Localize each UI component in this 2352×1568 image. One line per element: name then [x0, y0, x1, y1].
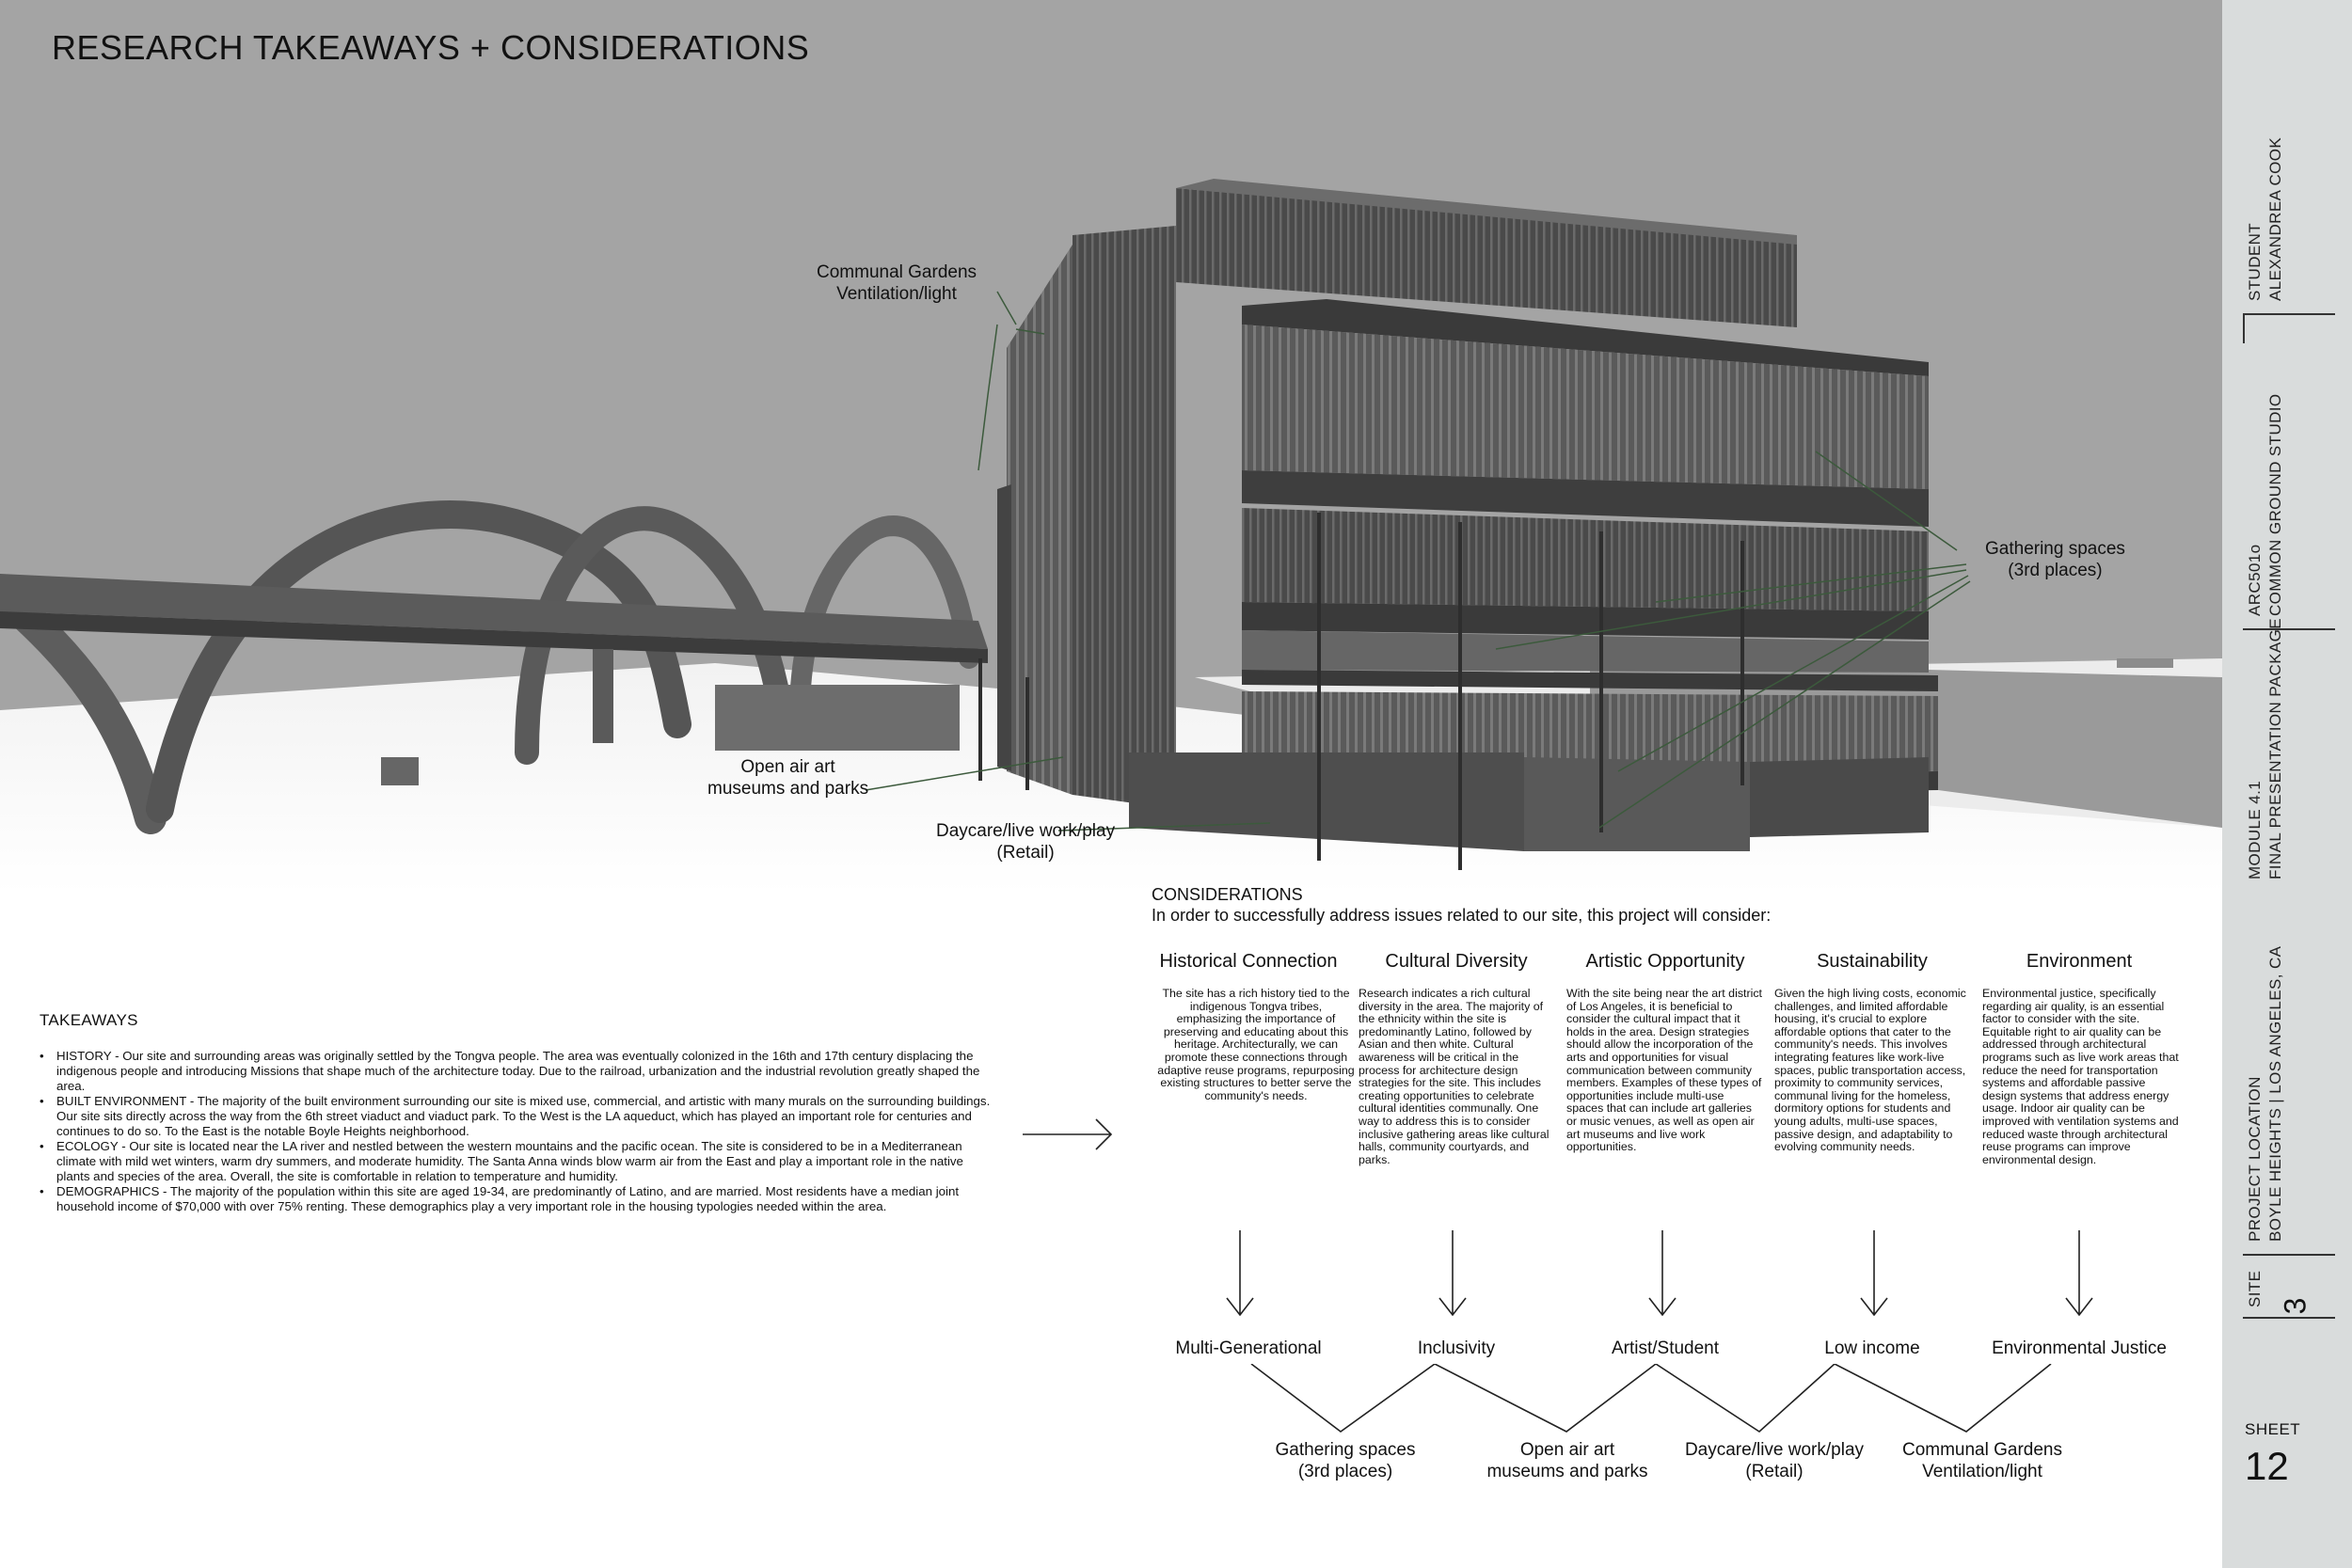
column-body-sustainability: Given the high living costs, economic challenges, and limited affordable housing, it's crucial to explore affordable options that cater to the community's needs. This involves integrating features like work-live spaces, public transportation access, proximity to community services, communal living for the homeless, dormitory options for students and young adults, multi-use spaces, passive design, and adaptability to evolving community needs.	[1774, 987, 1966, 1154]
divider	[2243, 313, 2245, 343]
list-item: • ECOLOGY - Our site is located near the LA river and nestled between the western mountains and the pacific ocean. The site is considered to be in a Mediterranean climate with mild wet winters, warm dry summers, and moderate humidity. The Santa Anna winds blow warm air from the East and play a important role in the native plants and species of the area. Overall, the site is comfortable in relation to temperature and humidity.	[40, 1139, 999, 1184]
course-block: ARC501o COMMON GROUND STUDIO	[2246, 393, 2284, 616]
outcome-low-income: Low income	[1824, 1338, 1920, 1358]
final-gathering-spaces: Gathering spaces (3rd places)	[1275, 1440, 1416, 1481]
label-open-air-art: Open air art museums and parks	[707, 757, 869, 799]
column-title-environment: Environment	[2026, 951, 2133, 972]
arrow-down-icon	[1434, 1230, 1471, 1317]
list-item: • BUILT ENVIRONMENT - The majority of the built environment surrounding our site is mixed use, commercial, and artistic with many murals on the surrounding buildings. Our site sits directly across the way from the 6th street viaduct and viaduct park. To the West is the LA aqueduct, which has played an important role for centuries and continues to do so. To the East is the notable Boyle Heights neighborhood.	[40, 1094, 999, 1139]
location-block: PROJECT LOCATION BOYLE HEIGHTS | LOS ANGELES, CA	[2246, 945, 2284, 1242]
sheet-number: 12	[2245, 1444, 2289, 1488]
outcome-artist-student: Artist/Student	[1611, 1338, 1720, 1358]
divider	[2243, 1317, 2335, 1319]
column-title-historical: Historical Connection	[1159, 951, 1338, 972]
page-title: RESEARCH TAKEAWAYS + CONSIDERATIONS	[52, 28, 810, 67]
outcome-connectors	[1223, 1364, 2173, 1439]
column-body-cultural: Research indicates a rich cultural diversity in the area. The majority of the ethnicity within the site is predominantly Latino, followed by Asian and then white. Cultural awareness will be critical in the process for architecture design strategies for the site. This includes creating opportunities to celebrate cultural identities communally. One way to address this is to consider inclusive gathering areas like cultural halls, community courtyards, and parks.	[1359, 987, 1549, 1166]
final-open-air-art: Open air art museums and parks	[1486, 1440, 1648, 1481]
list-item: • DEMOGRAPHICS - The majority of the population within this site are aged 19-34, are predominantly of Latino, and are married. Most residents have a median joint household income of $70,000 with over 75% renting. These demographics play a very important role in the housing typologies needed within the area.	[40, 1184, 999, 1214]
outcome-environmental-justice: Environmental Justice	[1992, 1338, 2167, 1358]
site-label: SITE	[2246, 1270, 2264, 1307]
arrow-down-icon	[1221, 1230, 1259, 1317]
final-communal-gardens: Communal Gardens Ventilation/light	[1901, 1440, 2063, 1481]
final-daycare: Daycare/live work/play (Retail)	[1684, 1440, 1865, 1481]
divider	[2245, 313, 2335, 315]
arrow-down-icon	[2060, 1230, 2098, 1317]
title-block	[2222, 0, 2352, 1568]
arrow-right-icon	[1021, 1117, 1115, 1151]
column-body-environment: Environmental justice, specifically regarding air quality, is an essential factor to consider with the site. Equitable right to air quality can be addressed through architectural programs such as live work areas that reduce the need for transportation systems and affordable passive design systems that address energy usage. Indoor air quality can be improved with ventilation systems and reduced waste through architectural reuse programs can improve environmental design.	[1982, 987, 2179, 1166]
column-title-cultural: Cultural Diversity	[1385, 951, 1528, 972]
column-title-artistic: Artistic Opportunity	[1585, 951, 1745, 972]
outcome-inclusivity: Inclusivity	[1417, 1338, 1496, 1358]
outcome-multi-generational: Multi-Generational	[1175, 1338, 1322, 1358]
considerations-heading: CONSIDERATIONS In order to successfully address issues related to our site, this project will consider:	[1152, 885, 1772, 925]
column-title-sustainability: Sustainability	[1817, 951, 1928, 972]
module-block: MODULE 4.1 FINAL PRESENTATION PACKAGE	[2246, 617, 2284, 879]
takeaways-list	[40, 1049, 999, 1214]
list-item: • HISTORY - Our site and surrounding areas was originally settled by the Tongva people. The area was eventually colonized in the 16th and 17th century displacing the indigenous people and introducing Missions that shape much of the architecture today. Due to the railroad, urbanization and the industrial revolution greatly shaped the area.	[40, 1049, 999, 1094]
arrow-down-icon	[1855, 1230, 1893, 1317]
label-communal-gardens: Communal Gardens Ventilation/light	[817, 262, 977, 304]
site-number: 3	[2278, 1297, 2312, 1315]
arrow-down-icon	[1644, 1230, 1681, 1317]
label-daycare: Daycare/live work/play (Retail)	[936, 821, 1116, 863]
student-block: STUDENT ALEXANDREA COOK	[2246, 136, 2284, 301]
sheet-label: SHEET	[2245, 1420, 2301, 1438]
column-body-artistic: With the site being near the art district of Los Angeles, it is beneficial to consider the cultural impact that it holds in the area. Design strategies should allow the incorporation of the arts and opportunities for visual communication between community members. Examples of these types of opportunities include multi-use spaces that can include art galleries or music venues, as well as open air art museums and live work opportunities.	[1566, 987, 1762, 1154]
takeaways-heading: TAKEAWAYS	[40, 1011, 138, 1029]
label-gathering-spaces: Gathering spaces (3rd places)	[1985, 539, 2125, 580]
column-body-historical: The site has a rich history tied to the indigenous Tongva tribes, emphasizing the importance of preserving and educating about this heritage. Architecturally, we can promote these connections through adaptive reuse programs, repurposing existing structures to better serve the community's needs.	[1157, 987, 1355, 1102]
divider	[2243, 1254, 2335, 1256]
